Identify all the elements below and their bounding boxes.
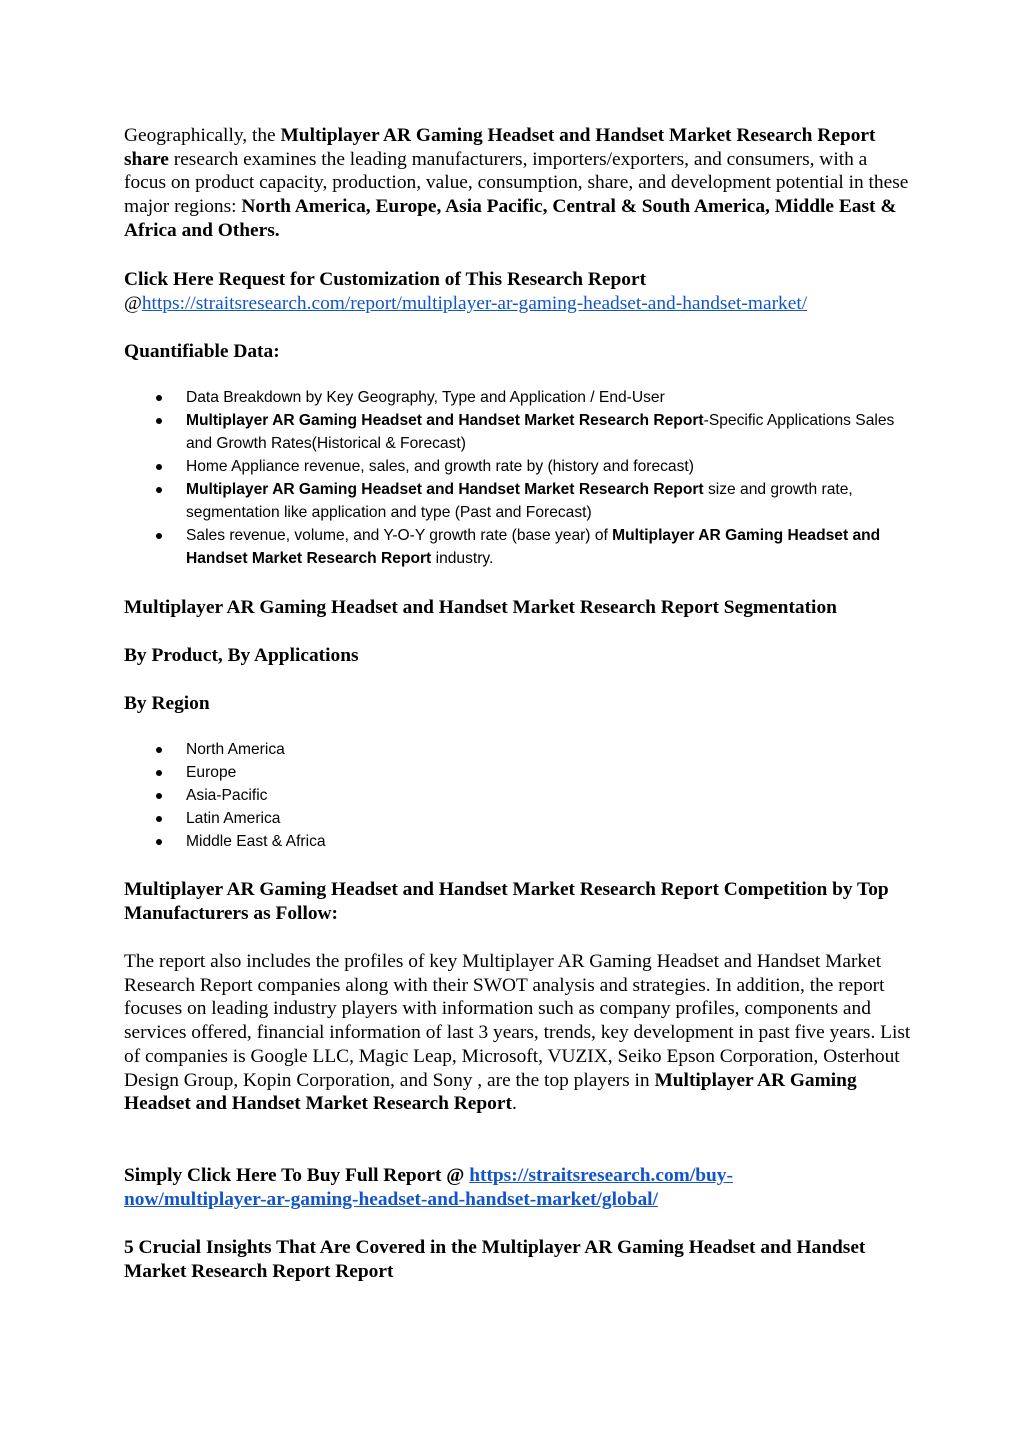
list-item-text: Sales revenue, volume, and Y-O-Y growth rate (base year) of xyxy=(186,527,613,544)
region-label: North America xyxy=(186,741,285,758)
customization-link[interactable]: https://straitsresearch.com/report/multiplayer-ar-gaming-headset-and-handset-market/ xyxy=(141,293,808,314)
buy-link[interactable]: https://straitsresearch.com/buy-now/multiplayer-ar-gaming-headset-and-handset-market/global/ xyxy=(124,1165,733,1210)
competition-period: . xyxy=(511,1093,517,1115)
region-item xyxy=(124,784,914,807)
region-item xyxy=(124,830,914,853)
quantifiable-data-list xyxy=(124,386,914,570)
region-label: Europe xyxy=(186,764,237,781)
intro-text-2: research examines the leading manufacturers, importers/exporters, and consumers, with a focus on product capacity, production, value, consumption, share, and development potential in these major regions: xyxy=(124,148,909,218)
list-item xyxy=(124,455,914,478)
intro-report-name: Multiplayer AR Gaming Headset and Handset Market Research Report share xyxy=(124,125,876,170)
by-product-heading: By Product, By Applications xyxy=(124,645,359,666)
bullet-icon xyxy=(156,747,162,753)
segmentation-heading: Multiplayer AR Gaming Headset and Handset Market Research Report Segmentation xyxy=(124,597,837,618)
region-label: Asia-Pacific xyxy=(186,787,268,804)
list-item xyxy=(124,409,914,455)
bullet-icon xyxy=(156,793,162,799)
region-label: Latin America xyxy=(186,810,281,827)
region-item xyxy=(124,738,914,761)
list-item-bold: Multiplayer AR Gaming Headset and Handset Market Research Report xyxy=(186,412,704,429)
list-item-text-2: industry. xyxy=(431,550,494,567)
list-item-text: Home Appliance revenue, sales, and growth rate by (history and forecast) xyxy=(186,458,694,475)
region-item xyxy=(124,807,914,830)
buy-paragraph xyxy=(124,1164,804,1211)
competition-text: The report also includes the profiles of key Multiplayer AR Gaming Headset and Handset Market Research Report companies along with their SWOT analysis and strategies. In addition, the report focuses on leading industry players with information such as company profiles, components and services offered, financial information of last 3 years, trends, key development in past five years. List of companies is Google LLC, Magic Leap, Microsoft, VUZIX, Seiko Epson Corporation, Osterhout Design Group, Kopin Corporation, and Sony , are the top players in xyxy=(124,951,911,1091)
region-item xyxy=(124,761,914,784)
bullet-icon xyxy=(156,395,162,401)
list-item-text: Data Breakdown by Key Geography, Type and Application / End-User xyxy=(186,389,665,406)
competition-heading: Multiplayer AR Gaming Headset and Handset Market Research Report Competition by Top Manufacturers as Follow: xyxy=(124,879,889,924)
bullet-icon xyxy=(156,464,162,470)
at-sign: @ xyxy=(124,293,142,314)
intro-text: Geographically, the xyxy=(124,125,281,146)
list-item xyxy=(124,386,914,409)
list-item xyxy=(124,524,914,570)
bullet-icon xyxy=(156,770,162,776)
region-label: Middle East & Africa xyxy=(186,833,326,850)
region-list xyxy=(124,738,914,853)
insights-heading: 5 Crucial Insights That Are Covered in the Multiplayer AR Gaming Headset and Handset Market Research Report Report xyxy=(124,1237,866,1282)
list-item-text-2: size and growth rate, segmentation like application and type (Past and Forecast) xyxy=(186,481,853,521)
list-item xyxy=(124,478,914,524)
bullet-icon xyxy=(156,533,162,539)
list-item-bold: Multiplayer AR Gaming Headset and Handset Market Research Report xyxy=(186,481,704,498)
by-region-heading: By Region xyxy=(124,693,210,714)
bullet-icon xyxy=(156,487,162,493)
competition-report-name: Multiplayer AR Gaming Headset and Handset Market Research Report xyxy=(124,1069,857,1115)
intro-regions: North America, Europe, Asia Pacific, Central & South America, Middle East & Africa and Others. xyxy=(124,196,897,241)
bullet-icon xyxy=(156,418,162,424)
list-item-bold: Multiplayer AR Gaming Headset and Handset Market Research Report xyxy=(186,527,881,567)
list-item-text-2: -Specific Applications Sales and Growth Rates(Historical & Forecast) xyxy=(186,412,895,452)
buy-label: Simply Click Here To Buy Full Report @ xyxy=(124,1165,470,1186)
bullet-icon xyxy=(156,839,162,845)
competition-paragraph xyxy=(124,950,914,1116)
customization-heading: Click Here Request for Customization of This Research Report xyxy=(124,269,647,290)
bullet-icon xyxy=(156,816,162,822)
customization-link-line xyxy=(124,292,914,316)
quantifiable-data-heading: Quantifiable Data: xyxy=(124,341,280,362)
intro-paragraph xyxy=(124,124,914,243)
